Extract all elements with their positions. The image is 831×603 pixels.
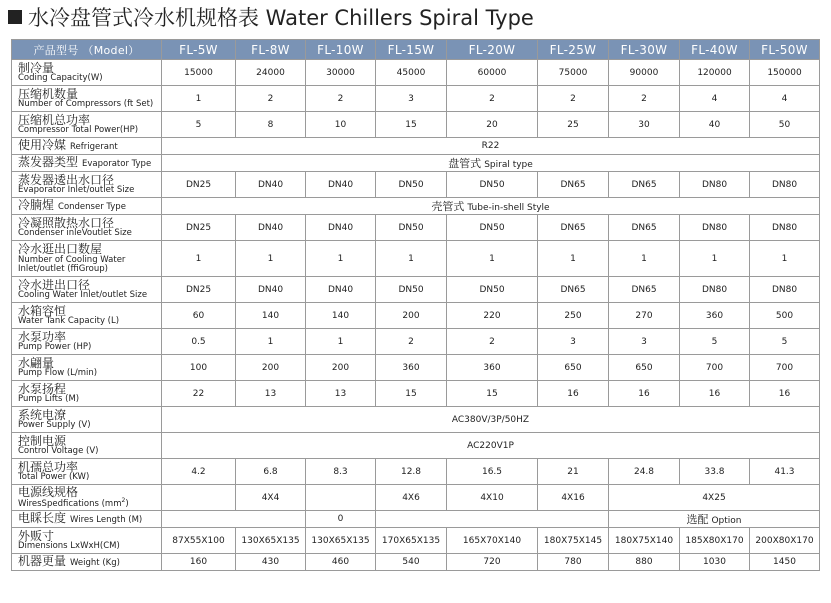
table-cell: DN65 [538,215,609,241]
table-row [12,554,820,571]
table-cell: 250 [538,303,609,329]
table-cell: DN65 [538,172,609,198]
row-label-en: Dimensions LxWxH(CM) [18,541,120,552]
row-label-cn: 控制电源 [18,433,67,448]
row-label [12,215,162,241]
table-cell: 50 [750,112,820,138]
table-cell: 1 [236,329,306,355]
row-label-en: Total Power (KW) [18,472,90,483]
table-cell: 170X65X135 [376,528,447,554]
table-cell: 270 [609,303,680,329]
table-cell: 4.2 [162,459,236,485]
row-label-cn: 压缩机总功率 [18,112,91,127]
table-cell: 16 [680,381,750,407]
row-label [12,172,162,198]
table-cell: 60 [162,303,236,329]
table-cell: 2 [447,86,538,112]
table-cell: 5 [162,112,236,138]
row-label-en: Weight (Kg) [70,558,120,569]
table-cell: 5 [680,329,750,355]
table-row [12,198,820,215]
table-row [12,433,820,459]
row-label-en: Evaporator Inlet/outlet Size [18,185,135,196]
row-label [12,485,162,511]
row-label-cn: 压缩机数量 [18,86,79,101]
table-row [12,303,820,329]
table-cell: 780 [538,554,609,571]
row-label-en: WiresSpedfications (mm [18,499,122,510]
row-label-en: Control Voltage (V) [18,446,99,457]
table-cell: 6.8 [236,459,306,485]
row-label-en: Pump Lifts (M) [18,394,80,405]
table-cell: 360 [376,355,447,381]
table-cell: 160 [162,554,236,571]
table-cell: 1 [162,86,236,112]
table-cell: 4 [680,86,750,112]
table-cell: 2 [538,86,609,112]
row-label-cn: 系统电潦 [18,407,67,422]
table-cell: 2 [609,86,680,112]
header-row [12,40,820,60]
table-cell: 75000 [538,60,609,86]
table-cell: 90000 [609,60,680,86]
table-cell: 1 [750,241,820,277]
row-label-cn: 水泵功率 [18,329,67,344]
table-cell: 3 [538,329,609,355]
table-cell: 1 [306,329,376,355]
row-label-en: Evaporator Type [82,159,152,170]
table-cell: 650 [538,355,609,381]
row-label-cn: 冷水逛出口数屋 [18,242,103,257]
table-cell: 360 [447,355,538,381]
table-cell: 30 [609,112,680,138]
row-label [12,303,162,329]
table-cell: DN25 [162,172,236,198]
table-cell: 185X80X170 [680,528,750,554]
row-label [12,60,162,86]
table-row [12,511,820,528]
table-row [12,329,820,355]
table-cell: 15000 [162,60,236,86]
table-cell: 10 [306,112,376,138]
table-cell: DN40 [306,277,376,303]
table-row [12,459,820,485]
cell-en: AC380V/3P/50HZ [451,414,530,425]
row-label [12,241,162,277]
table-cell: 20 [447,112,538,138]
spec-table [11,39,820,571]
table-cell: 15 [376,381,447,407]
table-cell: 15 [447,381,538,407]
table-cell: 24.8 [609,459,680,485]
table-cell: DN80 [750,215,820,241]
table-row [12,528,820,554]
row-label-en: Number of Compressors (ft Set) [18,99,154,110]
table-cell: DN80 [680,215,750,241]
row-label-en: Condenser inleVoutlet Size [18,228,132,239]
table-cell [376,511,609,528]
cell-cn: 壳管式 [431,200,465,213]
row-label-en-sup: 2 [121,497,126,505]
table-cell: 180X75X145 [538,528,609,554]
table-cell: DN40 [236,215,306,241]
table-cell: 180X75X140 [609,528,680,554]
table-cell: 12.8 [376,459,447,485]
table-cell: 2 [306,86,376,112]
model-header: FL-50W [750,40,820,60]
table-cell: DN50 [376,277,447,303]
table-cell: 200 [376,303,447,329]
table-cell: 60000 [447,60,538,86]
row-label [12,86,162,112]
model-header: FL-15W [376,40,447,60]
table-cell-merged [162,138,820,155]
model-header: FL-40W [680,40,750,60]
table-cell: 700 [680,355,750,381]
row-label [12,554,162,571]
table-cell: 13 [236,381,306,407]
cell-en: Tube-in-shell Style [467,203,550,213]
table-cell: DN65 [609,277,680,303]
row-label [12,138,162,155]
table-cell-merged [162,198,820,215]
cell-cn: 选配 [686,513,709,526]
row-label-en-wrap [18,498,161,509]
row-label-cn: 冷腩煋 [18,198,55,213]
table-cell: 1 [306,241,376,277]
table-cell: 2 [236,86,306,112]
row-label-en: Number of Cooling Water [18,254,126,265]
table-cell: 24000 [236,60,306,86]
table-cell: 720 [447,554,538,571]
table-cell: 45000 [376,60,447,86]
table-cell: DN80 [680,277,750,303]
table-cell: DN80 [680,172,750,198]
table-cell [306,485,376,511]
page-title-text: 水冷盘管式冷水机规格表 Water Chillers Spiral Type [28,6,534,30]
table-row [12,155,820,172]
row-label-en: Wires Length (M) [70,515,143,526]
table-cell: 880 [609,554,680,571]
model-header: FL-5W [162,40,236,60]
row-label-en: Water Tank Capacity (L) [18,316,120,327]
table-cell: 40 [680,112,750,138]
row-label-cn: 水箱容恒 [18,303,67,318]
table-cell: DN50 [447,172,538,198]
table-cell: 1030 [680,554,750,571]
table-cell: 100 [162,355,236,381]
table-cell: 16 [750,381,820,407]
table-cell: 140 [236,303,306,329]
table-cell: 430 [236,554,306,571]
row-label [12,381,162,407]
table-row [12,241,820,277]
table-cell: 16 [609,381,680,407]
table-cell: 1 [680,241,750,277]
table-cell: 1 [538,241,609,277]
row-label-cn: 外贩寸 [18,528,55,543]
table-cell: 3 [609,329,680,355]
table-cell: 41.3 [750,459,820,485]
table-cell: 200X80X170 [750,528,820,554]
row-label [12,112,162,138]
table-cell: 460 [306,554,376,571]
table-cell: 16.5 [447,459,538,485]
table-cell: 4X16 [538,485,609,511]
table-cell: 0.5 [162,329,236,355]
table-cell: DN65 [538,277,609,303]
table-cell: 16 [538,381,609,407]
table-cell: 30000 [306,60,376,86]
table-cell: 8 [236,112,306,138]
table-cell: 15 [376,112,447,138]
table-cell: 87X55X100 [162,528,236,554]
table-cell: 1 [236,241,306,277]
table-cell: 700 [750,355,820,381]
table-cell: DN50 [447,215,538,241]
table-cell: 130X65X135 [306,528,376,554]
table-cell [162,485,236,511]
cell-en: Option [711,516,742,526]
table-cell: DN25 [162,277,236,303]
table-cell-merged [162,155,820,172]
square-bullet-icon [8,10,22,24]
table-cell: DN50 [376,215,447,241]
cell-en: R22 [481,141,500,151]
table-cell-merged [162,433,820,459]
row-label [12,329,162,355]
table-cell: 650 [609,355,680,381]
row-label-cn: 蒸发器类型 [18,155,79,170]
table-cell: 8.3 [306,459,376,485]
row-label-en: Cooling Water Inlet/outlet Size [18,290,148,301]
row-label-en-tail: ) [125,499,129,510]
table-row [12,172,820,198]
table-cell: 500 [750,303,820,329]
model-header: FL-10W [306,40,376,60]
table-cell: DN65 [609,215,680,241]
row-label-en: Pump Flow (L/min) [18,368,98,379]
table-row [12,277,820,303]
cell-en: AC220V1P [467,440,514,451]
row-label-cn: 机器更量 [18,554,67,569]
table-cell: 4X6 [376,485,447,511]
table-cell: DN50 [376,172,447,198]
model-header: FL-8W [236,40,306,60]
row-label-cn: 水翩量 [18,355,55,370]
row-label [12,277,162,303]
table-cell: 4X10 [447,485,538,511]
row-label [12,459,162,485]
table-cell: 5 [750,329,820,355]
row-label [12,511,162,528]
page-title [8,2,534,32]
table-cell: 120000 [680,60,750,86]
table-cell: 22 [162,381,236,407]
row-label-cn: 使用冷媒 [18,138,67,153]
row-label [12,528,162,554]
table-cell: 150000 [750,60,820,86]
table-cell: DN40 [306,172,376,198]
table-cell: 1450 [750,554,820,571]
table-cell: 1 [447,241,538,277]
table-row [12,407,820,433]
table-cell: 220 [447,303,538,329]
row-label-en: Condenser Type [58,202,126,213]
table-cell: DN65 [609,172,680,198]
row-label-cn: 电源线规格 [18,484,79,499]
table-cell: 130X65X135 [236,528,306,554]
table-cell: DN80 [750,172,820,198]
row-label-en: Refrigerant [70,142,118,153]
table-row [12,138,820,155]
row-label [12,355,162,381]
table-cell: 360 [680,303,750,329]
table-cell: 4X4 [236,485,306,511]
row-label-en: Compressor Total Power(HP) [18,125,139,136]
table-cell: DN80 [750,277,820,303]
table-cell-merged [162,407,820,433]
cell-cn: 盘管式 [448,157,482,170]
table-cell: 1 [609,241,680,277]
table-row [12,381,820,407]
row-label-cn: 制冷量 [18,60,55,75]
table-cell: DN40 [306,215,376,241]
table-row [12,215,820,241]
table-cell: 33.8 [680,459,750,485]
table-cell: 0 [306,511,376,528]
model-header: FL-20W [447,40,538,60]
table-cell: 2 [447,329,538,355]
model-header: FL-30W [609,40,680,60]
table-cell-merged [609,511,820,528]
row-label-en: Pump Power (HP) [18,342,92,353]
table-cell [162,511,306,528]
table-row [12,485,820,511]
row-label-cn: 冷凝照散热水口径 [18,215,115,230]
row-label-cn: 电睬长度 [18,511,67,526]
row-label [12,433,162,459]
model-header-label: 产品型号 （Model） [12,40,162,60]
table-cell: DN40 [236,172,306,198]
table-cell: 1 [162,241,236,277]
row-label [12,407,162,433]
table-cell: 25 [538,112,609,138]
row-label-en-line2: Inlet/outlet (ffiGroup) [18,263,108,274]
table-cell: DN25 [162,215,236,241]
table-cell: 2 [376,329,447,355]
model-header: FL-25W [538,40,609,60]
table-cell: 3 [376,86,447,112]
table-cell: 200 [236,355,306,381]
row-label [12,155,162,172]
row-label-cn: 冷水进出口径 [18,277,91,292]
table-cell: 140 [306,303,376,329]
table-row [12,112,820,138]
row-label-en: Coding Capacity(W) [18,73,103,84]
table-cell: 4 [750,86,820,112]
table-cell: 165X70X140 [447,528,538,554]
row-label-cn: 机孺总功率 [18,459,79,474]
table-row [12,86,820,112]
table-row [12,60,820,86]
table-cell: 21 [538,459,609,485]
table-cell: 13 [306,381,376,407]
row-label-cn: 水泵扬程 [18,381,67,396]
row-label-cn: 蒸发器逶出水口径 [18,172,115,187]
table-cell: 200 [306,355,376,381]
cell-en: Spiral type [484,160,533,170]
table-cell: DN40 [236,277,306,303]
table-cell: 4X25 [609,485,820,511]
row-label [12,198,162,215]
row-label-en: Power Supply (V) [18,420,91,431]
table-row [12,355,820,381]
table-cell: DN50 [447,277,538,303]
table-cell: 540 [376,554,447,571]
table-cell: 1 [376,241,447,277]
